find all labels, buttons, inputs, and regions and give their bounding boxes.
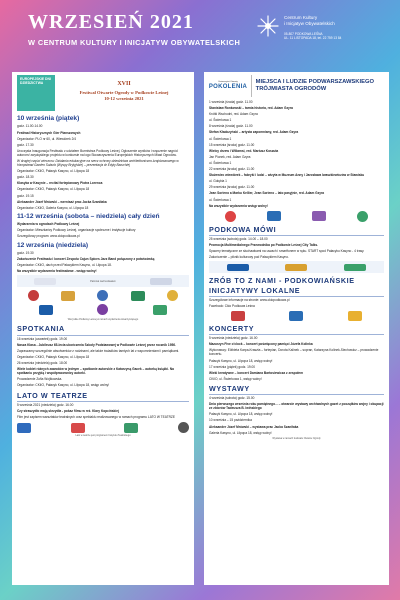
org-address: 05-807 PODKOWA LEŚNA UL. 11 LISTOPADA 18, tel. 22 759 13 84 <box>284 32 342 41</box>
logo <box>312 211 326 221</box>
partner-logos <box>209 311 384 321</box>
concerts-heading: KONCERTY <box>209 324 384 335</box>
exhibitions-heading: WYSTAWY <box>209 384 384 395</box>
logo <box>97 304 108 315</box>
divider <box>251 75 252 97</box>
festival-header <box>17 75 189 111</box>
section-heading: 11-12 września (sobota – niedziela) cały dzień <box>17 212 160 220</box>
section-heading: 12 września (niedziela) <box>17 241 89 249</box>
logo <box>344 264 366 271</box>
european-heritage-logo: EUROPEJSKIE DNI DZIEDZICTWA <box>17 75 55 111</box>
pokolenia-logo: Uniwersytet Otwarty POKOLENIA <box>208 80 248 90</box>
logo <box>285 264 307 271</box>
patron-logos-bar: Patronat nad festiwalem <box>17 275 189 287</box>
star-logo-icon <box>256 14 280 38</box>
section-heading: 10 września (piątek) <box>17 115 80 122</box>
logo <box>289 311 303 321</box>
logo <box>17 423 31 433</box>
crest-icon <box>28 290 39 301</box>
festival-title: XVII Festiwal Otwarte Ogrody w Podkowie Leśnej 10-12 września 2021 <box>79 81 169 101</box>
sponsor-logos <box>17 304 189 315</box>
meetings-heading: SPOTKANIA <box>17 324 189 335</box>
org-name: Centrum Kultury i Inicjatyw Obywatelskich <box>284 15 335 27</box>
university-header <box>209 75 384 97</box>
facebook-link[interactable]: Facebook: Ckio Podkowa Leśna <box>209 303 255 308</box>
logo <box>267 211 281 221</box>
sponsor-logos <box>17 290 189 301</box>
right-column: Uniwersytet Otwarty POKOLENIA MIEJSCA I LUDZIE PODWARSZAWSKIEGO TRÓJMIASTA OGRODÓW 1 września (środa) godz. 11.00 Stanisław Ronkowski – tamta historia, red. Adam Gzyra Krótki Wschodni, red. Adam Gzyra ul. Świerkowa 1 8 września (środa) godz. 11.00 Stefan Kładczyński – artysta zapomniany, red. Adam Gzyra ul. Świerkowa 1 15 września (środa) godz. 11.00 Wielcy drzew i Wiliamsi, red. Mariusz Koszuta Jan Pionek, red. Adam Gzyra ul. Świerkowa 1 22 września (środa) godz. 11.00 Służewiec wiewiórek – fabryki i ludzi – wizyta w Muzeum Anny i Jarosława Iwaszkiewiczów w Stawisku ul. Gołębia 1 29 września (środa) godz. 11.00 Jean Sorieno a Marku Kellier, Jean Sorieno – lato pasyjnie, red. Adam Gzyra ul. Świerkowa 1 Na wszystkie wydarzenia wstęp wolny! PODKOWA MÓWI 25 września (sobota) godz. 14.00 – 18.00 Promocja Multimedialnego Przewodnika po Podkowie Leśnej City Talks. Spacery tematyczne ze słuchawkami na uszach i smartfonem w ręku. START spod Pałacyku Kasyno - 4 trasy. Zakończenie – piknik kulturowy pod Pałacykiem Kasyno. ZRÓB TO Z NAMI - PODKOWIAŃSKIE INICJATYWY LOKALNE Szczegółowe informacje na stronie: www.ckiopodkowa.pl Facebook: Ckio Podkowa Leśna KONCERTY 5 września (niedziela) godz. 16.00 Mazurzyn Five o'clock – koncert poświęcony pamięci Józefa Kolinka Wykonawcy: Elżbieta Karpa-Kraszta – fortepian, Dorota Kalinek – sopran, Katarzyna Kolinek-Siechowicz – prowadzenie koncertu. Pałacyk Kasyno, ul. Lilpopa 18, wstęp wolny! 17 września (piątek) godz. 19.00 Wieki kreatywne – koncert Damiana Bartosiewicza z zespołem CKiIO, ul. Świerkowa 1, wstęp wolny! WYSTAWY 4 września (sobota) godz. 15.00 Dnia pierwszego września roku pamiętnego... – otwarcie wystawy archiwalnych gazet z początków wojny i okupacji ze zbiorów Tadeusza B. Iwińskiego Pałacyk Kasyno, ul. Lilpopa 18, wstęp wolny! 10 września – 15 października Aleksander Józef Mrówski – wystawa prac Jacka Szaniłaka Galeria Kasyno, ul. Lilpopa 18, wstęp wolny! Wystawa w ramach festiwalu Otwarte Ogrody <box>204 72 389 585</box>
page-title: WRZESIEŃ 2021 <box>28 11 194 33</box>
website-link[interactable]: Szczegółowe informacje na stronie: www.ckiopodkowa.pl <box>209 297 290 302</box>
program-link[interactable]: Szczegółowy program: www.ckiopodkowa.pl <box>17 234 80 239</box>
logo <box>71 423 85 433</box>
logo <box>131 291 145 301</box>
logo <box>225 211 236 222</box>
page-header <box>0 0 400 62</box>
logo <box>34 278 56 285</box>
series-title: MIEJSCA I LUDZIE PODWARSZAWSKIEGO TRÓJMIASTA OGRODÓW <box>255 79 374 92</box>
initiatives-heading: ZRÓB TO Z NAMI - PODKOWIAŃSKIE INICJATYWY LOKALNE <box>209 276 384 296</box>
logo <box>97 290 108 301</box>
theatre-heading: LATO W TEATRZE <box>17 391 189 402</box>
logo <box>231 311 245 321</box>
logo <box>39 305 53 315</box>
partner-logos <box>209 211 384 222</box>
logo <box>178 422 189 433</box>
podkowa-heading: PODKOWA MÓWI <box>209 225 384 236</box>
logo <box>150 278 172 285</box>
logo <box>124 423 138 433</box>
left-column: EUROPEJSKIE DNI DZIEDZICTWA XVII Festiwal Otwarte Ogrody w Podkowie Leśnej 10-12 września 2021 10 września (piątek) godz. 11.00-14.00 Festiwal Historycznych Gier Planszowych Organizator: PLO nr 60, ul. Wiewiórek 2/4 godz. 17.30 Uroczysta Inauguracja Festiwalu z udziałem Burmistrza Podkowy Leśnej. Ogłoszenie wyników i wręczenie nagród autorom/ zwycięskiego projektu w konkursie na logo Stowarzyszenia Europejskich Historycznych Miast Ogrodów. W drugiej części wieczoru: Działania edukacyjne na rzecz ochrony dziedzictwa architektoniczno-krajobrazowego w Hampstead Garden Suburb (Wyspy Brytyjskie) – prezentacja dr Edyty Baruchiej Organizator: CKiIO, Pałacyk Kasyno, ul. Lilpopa 18 godz. 18.30 Klasyka w Kasynie – recital fortepianowy Piotra Lorenca Organizator: CKiIO, Pałacyk Kasyno, ul. Lilpopa 18 godz. 19.15 Aleksander Józef Mrówski – wernisaż prac Jacka Szaniłaka Organizator: CKiIO, Galeria Kasyno, ul. Lilpopa 18 11-12 września (sobota – niedziela) cały dzień Wydarzenia w ogrodach Podkowy Leśnej Organizator: Mieszkańcy Podkowy Leśnej, organizacje społeczne i instytucje kultury Szczegółowy program: www.ckiopodkowa.pl 12 września (niedziela) godz. 19.30 Zakończenie Festiwalu i koncert Zespołu Cajun Spices Jazz Band połączony z potańcówką Organizator: CKiIO, dach przed Pałacykiem Kasyno, ul. Lilpopa 18. Na wszystkie wydarzenia festiwalowe - wstęp wolny! Patronat nad festiwalem Wszystkie Podkowy Leśnej w ramach wydarzenia towarzyszącego SPOTKANIA 16 września (czwartek) godz. 19.00 Nasza Klasa - Jubileusz 65-lecia ukończenia Szkoły Podstawowej w Podkowie Leśnej przez rocznik 1956. Zapraszamy szczególnie absolwentów z rodzinami, ale także świadków tamtych lat z wspomnieniami i pamiątkami. Organizator: CKiIO, Pałacyk Kasyno, ul. Lilpopa 18 26 września (niedziela) godz. 18.00 Wiele kobiet różnych zawodów w jednym – spotkanie autorskie z Katarzyną Gacek – autorką książki. Na spotkaniu przyjdą i współpracownicy autorki. Prowadzenie Zofia Wojtkowska. Organizator: CKiIO, Pałacyk Kasyno, ul. Lilpopa 18, wstęp wolny! LATO W TEATRZE 5 września 2021 (niedziela) godz. 16.00 Czy straszydło mają skrzydła - pokaz filmu w reż. Klary Kopcińskiej Film jest zapisem warsztatów teatralnych oraz spektaklu realizowanego w ramach programu LATO W TEATRZE Lato w teatrze jest programem Instytutu Teatralnego <box>12 72 194 585</box>
logo <box>153 305 167 315</box>
logo <box>227 264 249 271</box>
page-subtitle: W CENTRUM KULTURY I INICJATYW OBYWATELSKICH <box>28 38 241 47</box>
partner-logos-bar <box>209 261 384 273</box>
footer-logos <box>17 422 189 433</box>
logo <box>348 311 362 321</box>
logo <box>61 291 75 301</box>
logo <box>167 290 178 301</box>
logo <box>357 211 368 222</box>
